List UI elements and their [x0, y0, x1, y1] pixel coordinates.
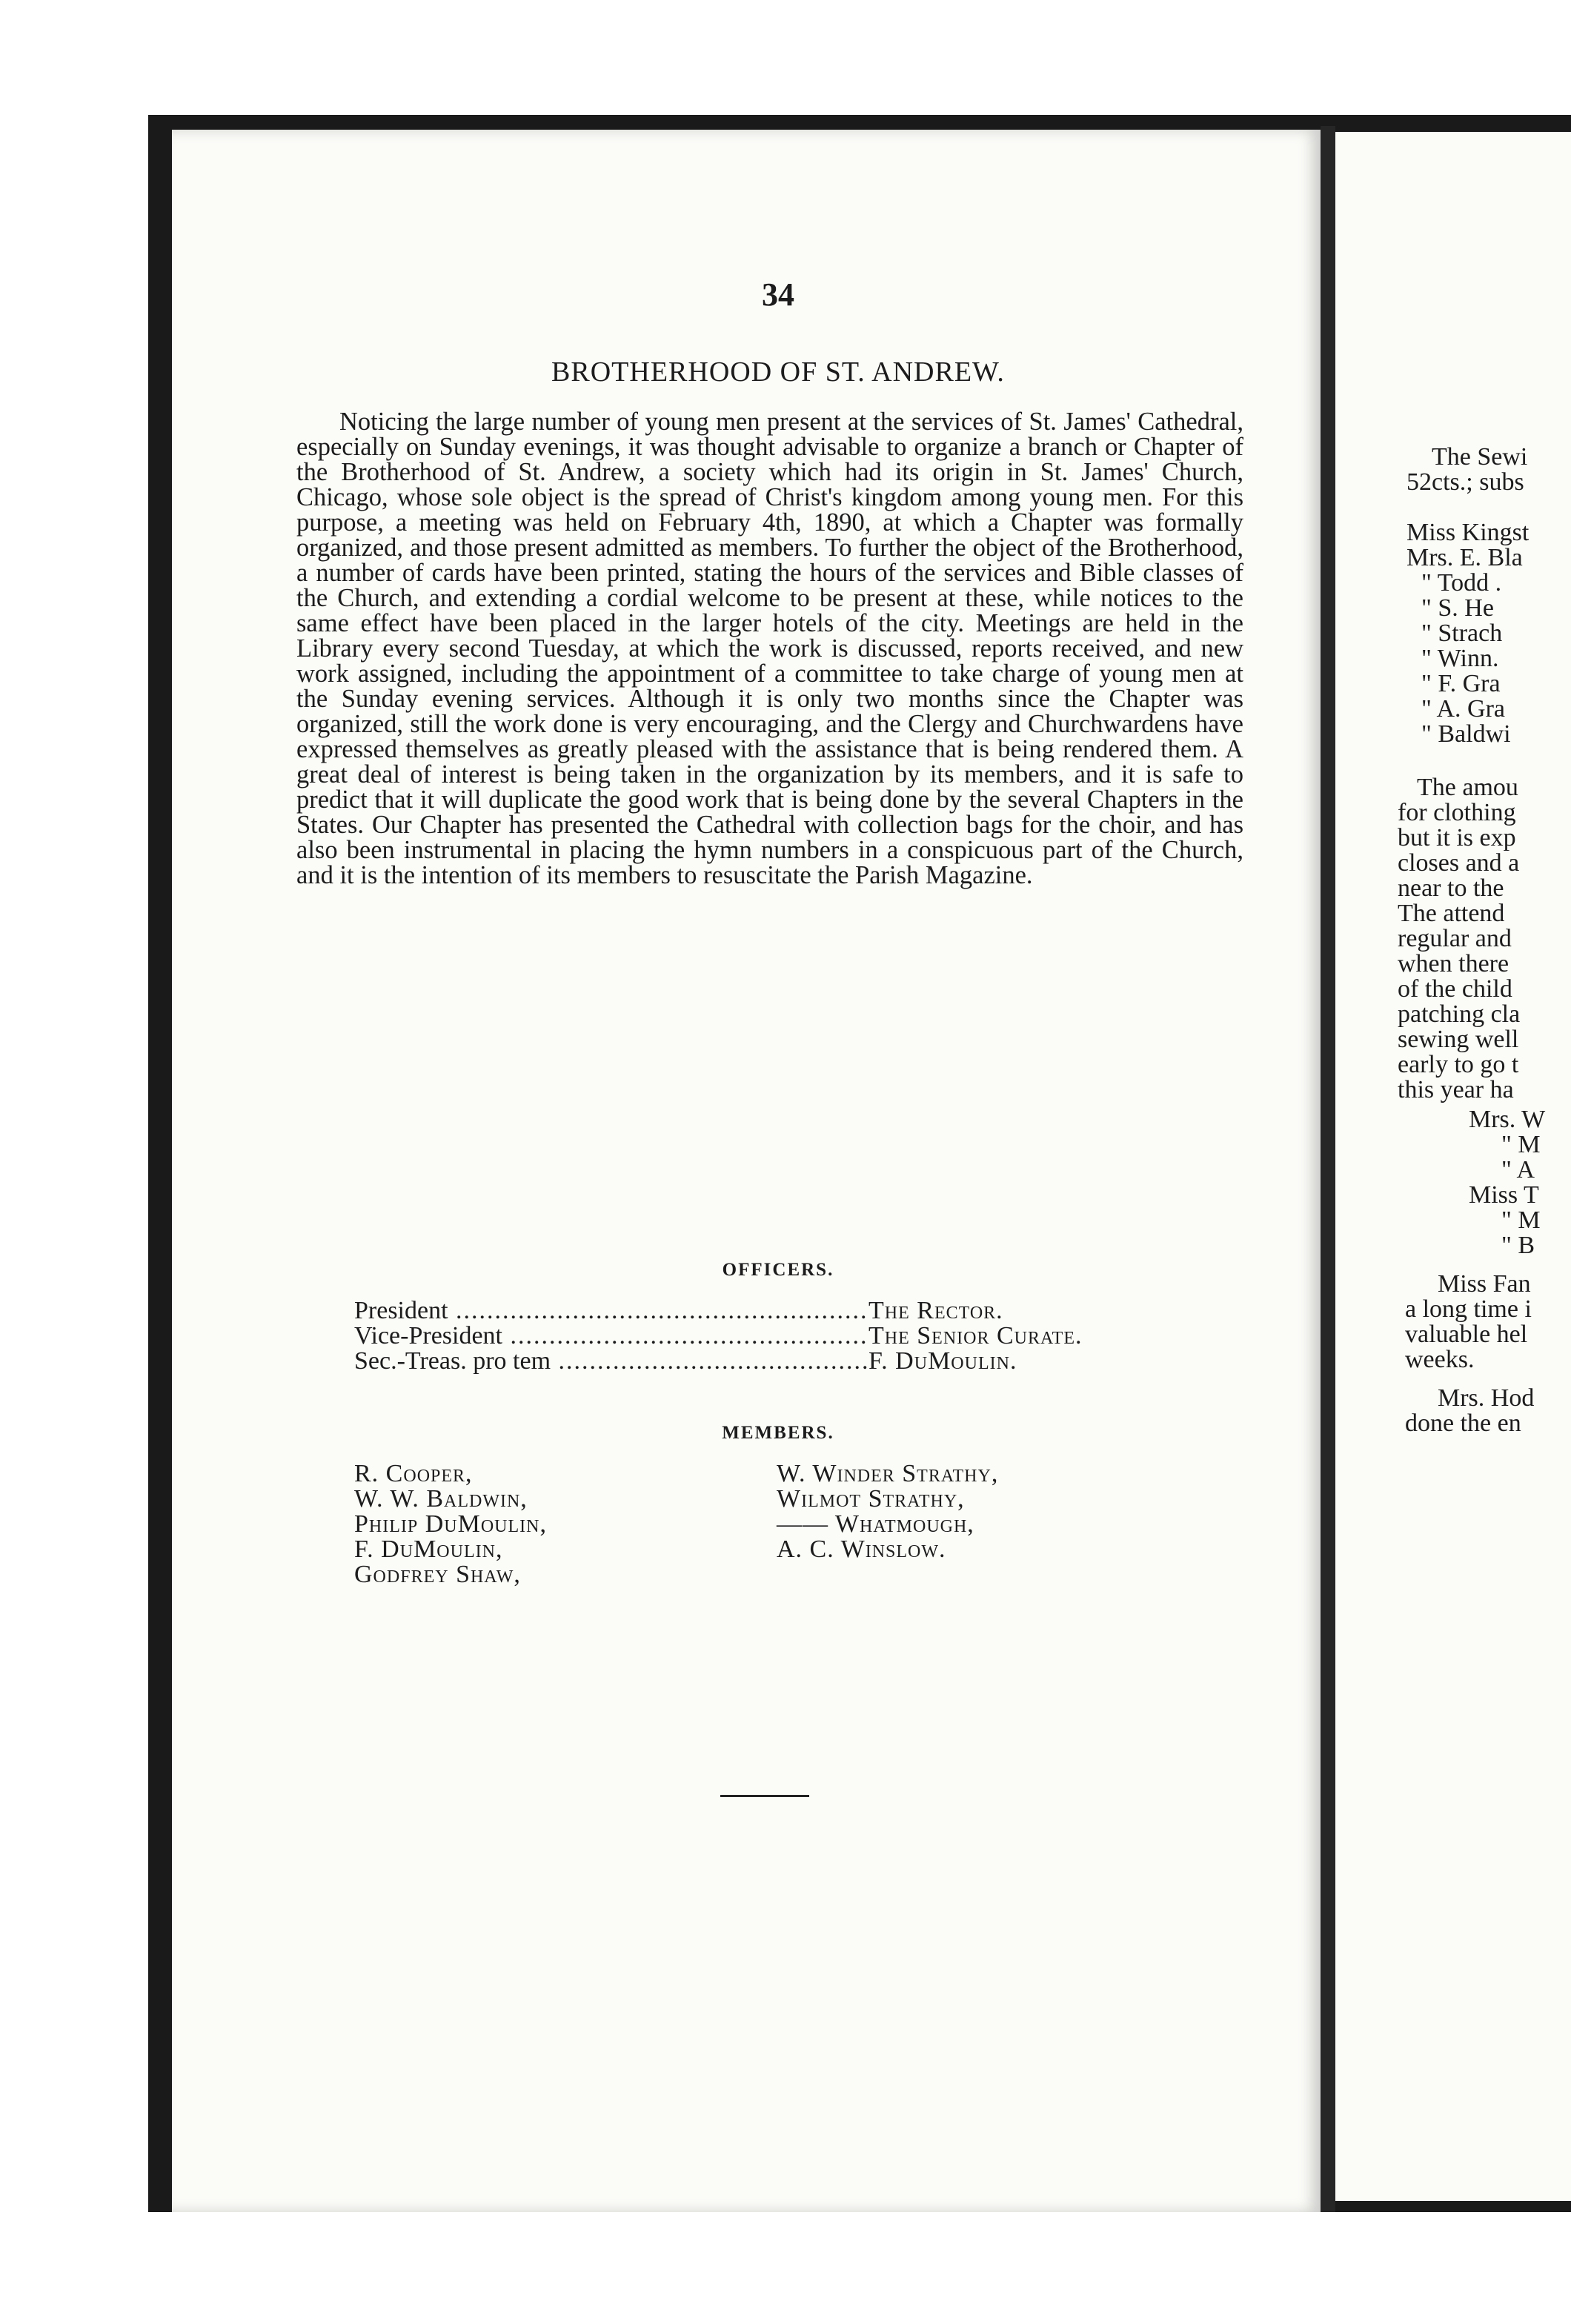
closing-rule	[720, 1795, 809, 1797]
members-column-left	[354, 1461, 547, 1587]
right-page-line: but it is exp	[1398, 824, 1516, 851]
member-name: W. Winder Strathy,	[777, 1460, 999, 1487]
right-page-line: regular and	[1398, 925, 1512, 952]
right-page-line: " M	[1501, 1131, 1541, 1158]
officer-row	[354, 1349, 1083, 1374]
right-page-line: " Winn.	[1421, 645, 1499, 672]
officers-list	[354, 1298, 1083, 1374]
right-page-line: weeks.	[1405, 1346, 1475, 1373]
members-column-right	[777, 1461, 998, 1562]
right-page-line: for clothing	[1398, 799, 1516, 826]
member-name: F. DuMoulin,	[354, 1536, 503, 1563]
member-name: W. W. Baldwin,	[354, 1485, 528, 1513]
right-page-line: The Sewi	[1432, 443, 1528, 471]
right-page-line: " F. Gra	[1421, 670, 1501, 697]
right-page	[1335, 132, 1571, 2201]
officer-name: The Senior Curate.	[868, 1322, 1083, 1349]
right-page-line: this year ha	[1398, 1076, 1514, 1103]
right-page-line: The attend	[1398, 900, 1505, 927]
member-name: R. Cooper,	[354, 1460, 473, 1487]
officer-name: The Rector.	[868, 1297, 1003, 1324]
page-gutter	[1321, 126, 1335, 2212]
right-page-line: 52cts.; subs	[1406, 468, 1524, 496]
right-page-line: " S. He	[1421, 594, 1494, 622]
right-page-line: " Strach	[1421, 620, 1503, 647]
right-page-line: early to go t	[1398, 1051, 1519, 1078]
right-page-line: patching cla	[1398, 1000, 1521, 1028]
officer-row	[354, 1324, 1083, 1349]
member-name: Godfrey Shaw,	[354, 1561, 521, 1588]
right-page-line: done the en	[1405, 1410, 1521, 1437]
right-page-line: Miss T	[1469, 1181, 1539, 1209]
right-page-line: of the child	[1398, 975, 1512, 1003]
officer-title: Vice-President .....	[354, 1324, 868, 1349]
right-page-line: " M	[1501, 1206, 1541, 1234]
right-page-line: sewing well	[1398, 1026, 1519, 1053]
right-page-line: " A. Gra	[1421, 695, 1506, 723]
right-page-line: The amou	[1417, 774, 1518, 801]
members-heading: MEMBERS.	[722, 1423, 834, 1443]
right-page-line: closes and a	[1398, 849, 1520, 877]
body-paragraph: Noticing the large number of young men present at the services of St. James' Cathedral, especially on Sunday evenings, it was thought advisable to organize a branch or Chapter of the Brotherhood of St. Andrew, a society which had its origin in St. James' Church, Chicago, whose sole object is the spread of Christ's kingdom among young men. For this purpose, a meeting was held on February 4th, 1890, at which a Chapter was formally organized, and those present admitted as members. To further the object of the Brotherhood, a number of cards have been printed, stating the hours of the services and Bible classes of the Church, and extending a cordial welcome to be present at these, while notices to the same effect have been placed in the larger hotels of the city. Meetings are held in the Library every second Tuesday, at which the work is discussed, reports received, and new work assigned, including the appointment of a committee to take charge of young men at the Sunday evening services. Although it is only two months since the Chapter was organized, still the work done is very encouraging, and the Clergy and Churchwardens have expressed themselves as greatly pleased with the assistance that is being rendered them. A great deal of interest is being taken in the organization by its members, and it is safe to predict that it will duplicate the good work that is being done by the several Chapters in the States. Our Chapter has presented the Cathedral with collection bags for the choir, and has also been instrumental in placing the hymn numbers in a conspicuous part of the Church, and it is the intention of its members to resuscitate the Parish Magazine.	[296, 408, 1243, 889]
officer-title: President .....	[354, 1298, 868, 1324]
section-heading: BROTHERHOOD OF ST. ANDREW.	[551, 356, 1005, 388]
right-page-line: when there	[1398, 950, 1509, 977]
member-name: Philip DuMoulin,	[354, 1510, 547, 1538]
officer-name: F. DuMoulin.	[868, 1347, 1017, 1375]
right-page-line: Mrs. E. Bla	[1406, 544, 1523, 571]
page-number: 34	[762, 276, 794, 313]
member-name: Wilmot Strathy,	[777, 1485, 965, 1513]
member-name: A. C. Winslow.	[777, 1536, 946, 1563]
right-page-line: " Baldwi	[1421, 720, 1511, 748]
officer-title: Sec.-Treas. pro tem .....	[354, 1349, 868, 1374]
right-page-line: valuable hel	[1405, 1321, 1528, 1348]
right-page-line: Miss Kingst	[1406, 519, 1530, 546]
right-page-line: near to the	[1398, 874, 1504, 902]
officers-heading: OFFICERS.	[722, 1260, 834, 1280]
right-page-line: a long time i	[1405, 1295, 1532, 1323]
right-page-line: " B	[1501, 1232, 1535, 1259]
right-page-line: Mrs. W	[1469, 1106, 1546, 1133]
right-page-line: " A	[1501, 1156, 1535, 1183]
right-page-line: " Todd .	[1421, 569, 1502, 597]
member-name: —— Whatmough,	[777, 1510, 974, 1538]
officer-row	[354, 1298, 1083, 1324]
right-page-line: Miss Fan	[1438, 1270, 1531, 1298]
right-page-line: Mrs. Hod	[1438, 1384, 1535, 1412]
